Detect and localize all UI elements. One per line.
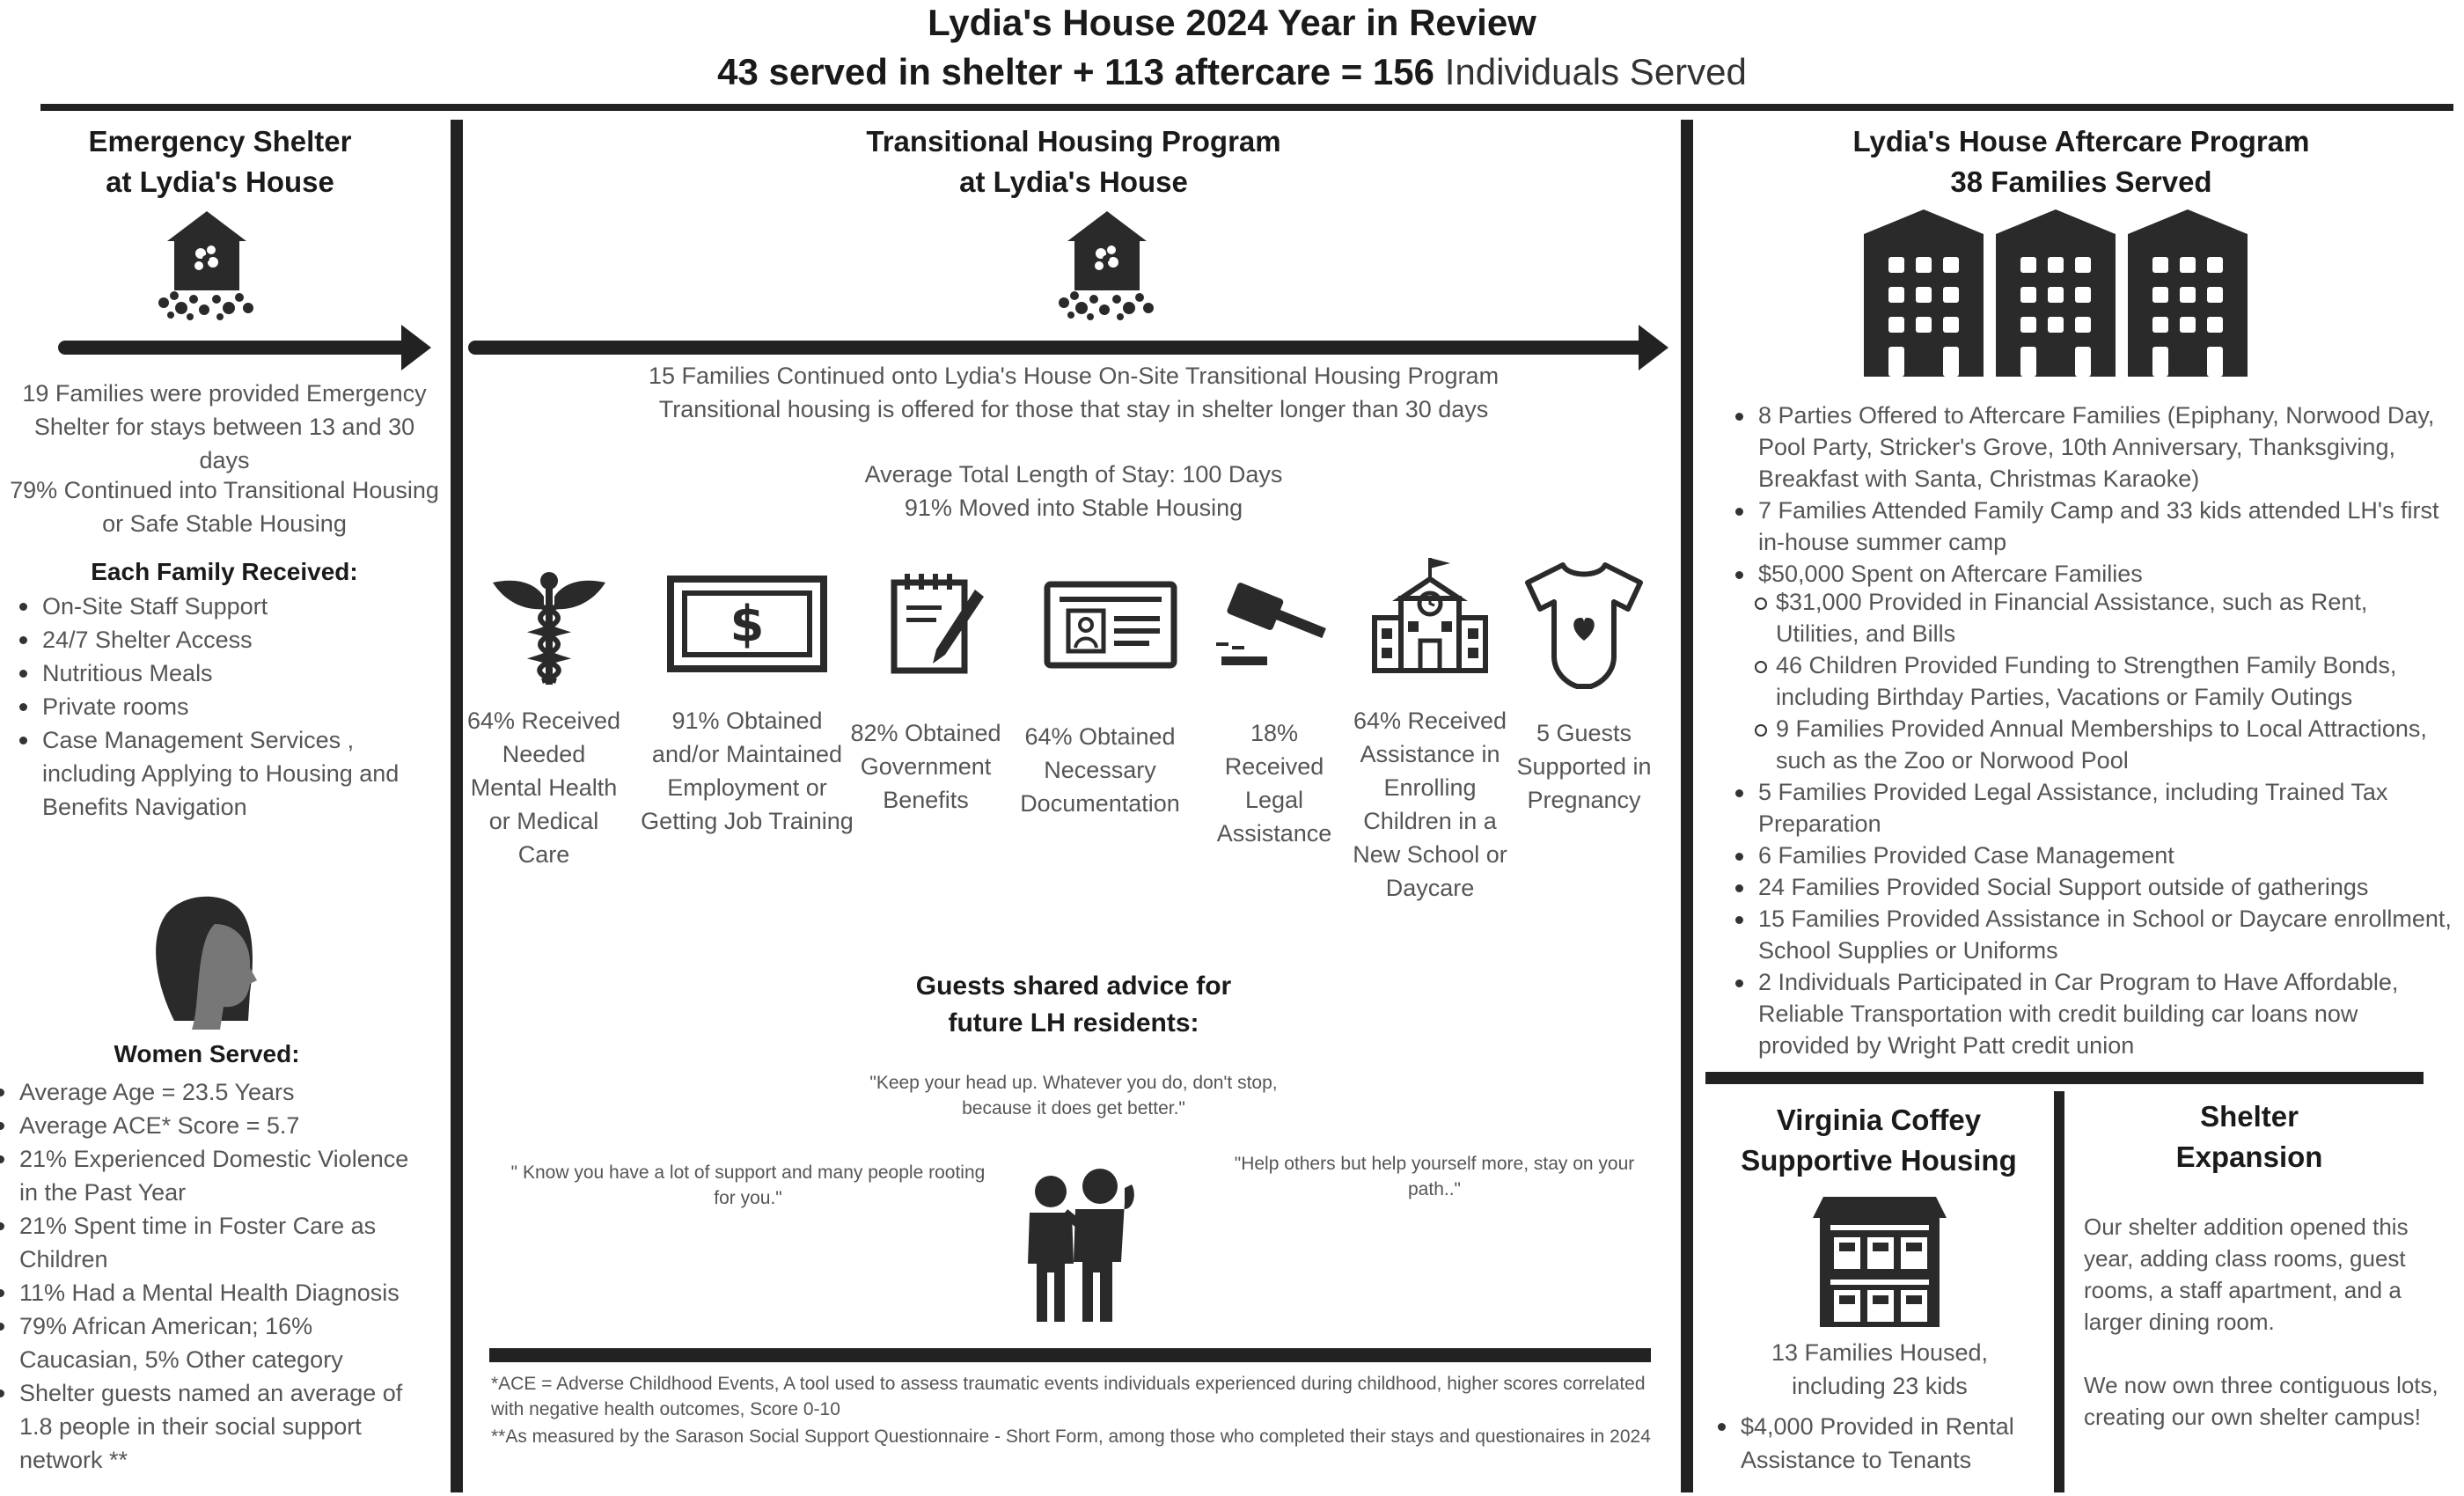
flow-arrow-line (58, 341, 410, 355)
advice-quote: " Know you have a lot of support and many people rooting for you." (510, 1162, 986, 1208)
flow-arrow-head-icon (401, 325, 431, 370)
footnote-ace: *ACE = Adverse Childhood Events, A tool used to assess traumatic events individuals experienced during childhood, higher scores correlated with negative health outcomes, Score 0-10 (491, 1374, 1646, 1419)
caduceus-icon (489, 570, 609, 686)
list-item: 15 Families Provided Assistance in School or Daycare enrollment, School Supplies or Uniforms (1732, 903, 2453, 966)
list-item: 46 Children Provided Funding to Strengthen Family Bonds, including Birthday Parties, Vacations or Family Outings (1732, 649, 2453, 713)
aftercare-list (1732, 776, 2453, 1061)
list-item: 21% Spent time in Foster Care as Children (0, 1209, 433, 1276)
list-item: 9 Families Provided Annual Memberships to Local Attractions, such as the Zoo or Norwood Pool (1732, 713, 2453, 776)
list-item: $31,000 Provided in Financial Assistance, such as Rent, Utilities, and Bills (1732, 586, 2453, 649)
women-served-heading: Women Served: (114, 1040, 300, 1067)
aftercare-sublist (1732, 586, 2453, 776)
list-item: Nutritious Meals (16, 656, 442, 690)
gavel-icon (1214, 581, 1331, 669)
average-stay: Average Total Length of Stay: 100 Days (864, 461, 1283, 488)
subtitle-suffix: Individuals Served (1444, 51, 1747, 92)
stat-employment: 91% Obtained and/or Maintained Employment or Getting Job Training (641, 708, 854, 834)
list-item: 6 Families Provided Case Management (1732, 840, 2453, 871)
page-subtitle (0, 51, 2464, 93)
stat-medical-care: 64% Received Needed Mental Health or Medical Care (466, 708, 621, 868)
transitional-eligibility: Transitional housing is offered for those that stay in shelter longer than 30 days (658, 396, 1489, 422)
list-item: 24/7 Shelter Access (16, 623, 442, 656)
aftercare-divider (1705, 1072, 2424, 1084)
virginia-list (1714, 1410, 2049, 1477)
stat-legal-assistance: 18% Received Legal Assistance (1216, 720, 1332, 847)
list-item: $4,000 Provided in Rental Assistance to Tenants (1714, 1410, 2049, 1477)
list-item: 24 Families Provided Social Support outside of gatherings (1732, 871, 2453, 903)
apartment-building-icon (1811, 1195, 1948, 1329)
baby-onesie-icon (1522, 560, 1646, 692)
transitional-continued: 15 Families Continued onto Lydia's House On-Site Transitional Housing Program (648, 363, 1500, 389)
list-item: $50,000 Spent on Aftercare Families (1732, 558, 2453, 590)
stable-housing-rate: 91% Moved into Stable Housing (904, 495, 1243, 521)
transitional-title: Transitional Housing Program at Lydia's House (866, 125, 1281, 198)
advice-heading: Guests shared advice for future LH residents: (915, 972, 1232, 1038)
header-divider (40, 104, 2453, 111)
house-flower-icon (1055, 208, 1159, 322)
list-item: Shelter guests named an average of 1.8 people in their social support network ** (0, 1376, 433, 1477)
expansion-campus: We now own three contiguous lots, creating our own shelter campus! (2084, 1372, 2438, 1430)
stat-school-enrollment: 64% Received Assistance in Enrolling Children in a New School or Daycare (1353, 708, 1507, 901)
footnote-divider (489, 1348, 1651, 1362)
bottom-right-divider (2054, 1091, 2064, 1492)
list-item: Average Age = 23.5 Years (0, 1075, 433, 1109)
expansion-description: Our shelter addition opened this year, adding class rooms, guest rooms, a staff apartment, and a larger dining room. (2084, 1214, 2409, 1335)
stat-documentation: 64% Obtained Necessary Documentation (1020, 723, 1180, 817)
list-item: 79% African American; 16% Caucasian, 5% Other category (0, 1309, 433, 1376)
virginia-coffey-title: Virginia Coffey Supportive Housing (1741, 1104, 2017, 1177)
list-item: 7 Families Attended Family Camp and 33 kids attended LH's first in-house summer camp (1732, 495, 2453, 558)
aftercare-list (1732, 400, 2453, 590)
list-item: 8 Parties Offered to Aftercare Families (Epiphany, Norwood Day, Pool Party, Stricker's Grove, 10th Anniversary, Thanksgiving, Breakfast with Santa, Christmas Karaoke) (1732, 400, 2453, 495)
emergency-continued: 79% Continued into Transitional Housing or Safe Stable Housing (10, 477, 439, 537)
dollar-bill-icon (667, 576, 827, 672)
two-people-icon (1012, 1167, 1144, 1325)
advice-quote: "Help others but help yourself more, stay on your path.." (1234, 1154, 1635, 1199)
id-card-icon (1044, 581, 1177, 669)
footnote-sarason: **As measured by the Sarason Social Support Questionnaire - Short Form, among those who completed their stays and questionaires in 2024 (491, 1426, 1651, 1447)
stat-government-benefits: 82% Obtained Government Benefits (850, 720, 1001, 813)
advice-quote: "Keep your head up. Whatever you do, don't stop, because it does get better." (869, 1073, 1278, 1118)
column-divider-right (1681, 120, 1693, 1492)
list-item: 21% Experienced Domestic Violence in the Past Year (0, 1142, 433, 1209)
apartment-buildings-icon (1862, 208, 2249, 378)
flow-arrow-line (468, 341, 1647, 355)
list-item: 2 Individuals Participated in Car Program to Have Affordable, Reliable Transportation with credit building car loans now provided by Wright Patt credit union (1732, 966, 2453, 1061)
virginia-families-housed: 13 Families Housed, including 23 kids (1771, 1339, 1989, 1399)
emergency-shelter-title: Emergency Shelter at Lydia's House (88, 125, 352, 198)
subtitle-totals: 43 served in shelter + 113 aftercare = 156 (717, 51, 1435, 92)
list-item: Average ACE* Score = 5.7 (0, 1109, 433, 1142)
each-family-heading: Each Family Received: (91, 558, 358, 585)
house-flower-icon (155, 208, 259, 322)
women-served-list (0, 1075, 433, 1477)
list-item: 5 Families Provided Legal Assistance, including Trained Tax Preparation (1732, 776, 2453, 840)
list-item: Private rooms (16, 690, 442, 723)
shelter-expansion-title: Shelter Expansion (2175, 1100, 2323, 1173)
school-building-icon (1371, 554, 1489, 674)
list-item: 11% Had a Mental Health Diagnosis (0, 1276, 433, 1309)
family-received-list (16, 590, 442, 824)
aftercare-title: Lydia's House Aftercare Program 38 Families Served (1852, 125, 2310, 198)
list-item: Case Management Services , including Applying to Housing and Benefits Navigation (16, 723, 442, 824)
column-divider-left (451, 120, 463, 1492)
stat-pregnancy: 5 Guests Supported in Pregnancy (1516, 720, 1652, 813)
svg-text:$: $ (730, 596, 765, 653)
page-title: Lydia's House 2024 Year in Review (928, 2, 1536, 43)
list-item: On-Site Staff Support (16, 590, 442, 623)
woman-silhouette-icon (139, 889, 271, 1038)
emergency-description: 19 Families were provided Emergency Shelter for stays between 13 and 30 days (22, 380, 427, 473)
notepad-pencil-icon (889, 572, 987, 676)
